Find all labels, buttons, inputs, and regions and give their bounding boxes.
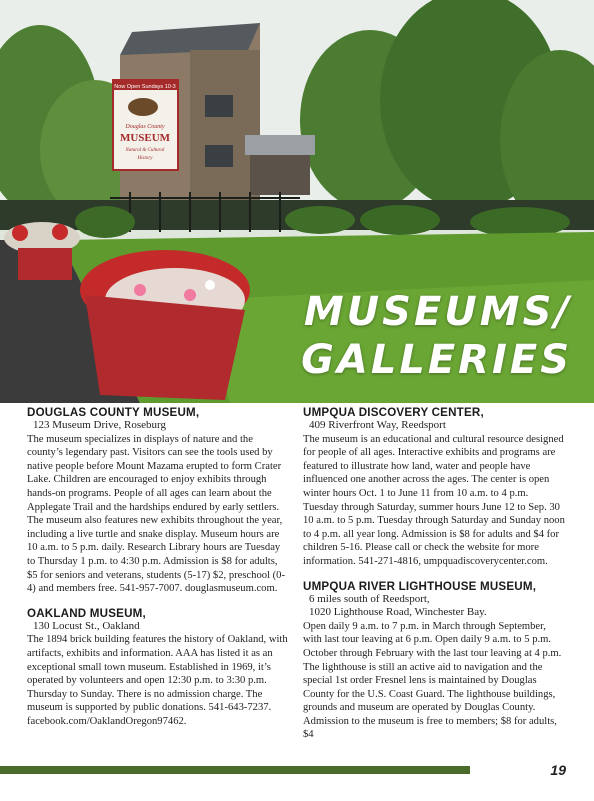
sign-sub-line2: History [137, 156, 153, 161]
museum-entry [303, 580, 565, 743]
entry-body: The museum specializes in displays of nature and the county’s legendary past. Visitors can see the tools used by native people before Mount Mazama erupted to form Crater Lake. Children are encouraged to enjoy exhibits through hands-on programs. People of all ages can learn about the Applegate Trail and the hardships endured by early settlers. The museum also features new exhibits throughout the year, including a live turtle and snake display. Museum hours are 10 a.m. to 5 p.m. daily. Research Library hours are Tuesday to Thursday 1 p.m. to 4:30 p.m. Admission is $8 for adults, $5 for seniors and veterans, students (5-17) $2, preschool (0-4) and members free. 541-957-7007. douglasmuseum.com. [27, 433, 286, 595]
museum-entry [27, 607, 289, 729]
entry-title: UMPQUA RIVER LIGHTHOUSE MUSEUM, [303, 579, 537, 593]
left-column [27, 406, 289, 728]
entry-body: The museum is an educational and cultural resource designed for people of all ages. Interactive exhibits and programs are featured to illustrate how land, water and people have influenced one another across the ages. The center is open winter hours Oct. 1 to June 11 from 10 a.m. to 4 p.m. Tuesday through Saturday, summer hours June 12 to Sep. 30 10 a.m. to 5 p.m. Tuesday through Saturday and Sunday noon to 4 p.m. all year long. Admission is $8 for adults and $4 for children 5-16. Please call or check the website for more information. 541-271-4816, umpquadiscoverycenter.com. [303, 433, 565, 567]
entry-body: Open daily 9 a.m. to 7 p.m. in March through September, with last tour leaving at 6 p.m. Open daily 9 a.m. to 5 p.m. October through February with the last tour leaving at 4 p.m. The lighthouse is still an active aid to navigation and the special 1st order Fresnel lens is maintained by Douglas County for the U.S. Coast Guard. The lighthouse buildings, grounds and museum are operated by Douglas County. Admission to the museum is free to members; $8 for adults, $4 [303, 620, 562, 741]
museum-entry [27, 406, 289, 596]
entry-address: 130 Locust St., Oakland [33, 619, 140, 632]
entry-title: UMPQUA DISCOVERY CENTER, [303, 406, 484, 419]
entry-address: 6 miles south of Reedsport, [309, 592, 430, 605]
section-title-line2: GALLERIES [301, 337, 572, 383]
sign-top-text: Now Open Sundays 10-3 [114, 84, 176, 90]
section-title-line1: MUSEUMS/ [303, 289, 572, 335]
entry-address: 1020 Lighthouse Road, Winchester Bay. [309, 606, 487, 619]
entry-body: The 1894 brick building features the history of Oakland, with artifacts, exhibits and information. AAA has listed it as an exceptional small town museum. Established in 1969, it’s operated by volunteers and open 12:30 p.m. to 3:30 p.m. Thursday to Sunday. There is no admission charge. The museum is supported by public donations. 541-643-7237. facebook.com/OaklandOregon97462. [27, 634, 288, 727]
right-column [303, 406, 565, 742]
sign-sub-line1: Natural & Cultural [125, 148, 165, 153]
entry-title: DOUGLAS COUNTY MUSEUM, [27, 406, 200, 419]
entry-title: OAKLAND MUSEUM, [27, 606, 146, 620]
sign-name-line2: MUSEUM [119, 132, 171, 144]
museum-entry [303, 406, 565, 569]
section-title [301, 288, 572, 384]
entry-address: 123 Museum Drive, Roseburg [33, 419, 167, 431]
entry-address: 409 Riverfront Way, Reedsport [309, 419, 446, 431]
sign-name-line1: Douglas County [125, 124, 165, 130]
footer-bar [0, 766, 470, 774]
page-number: 19 [550, 762, 566, 778]
